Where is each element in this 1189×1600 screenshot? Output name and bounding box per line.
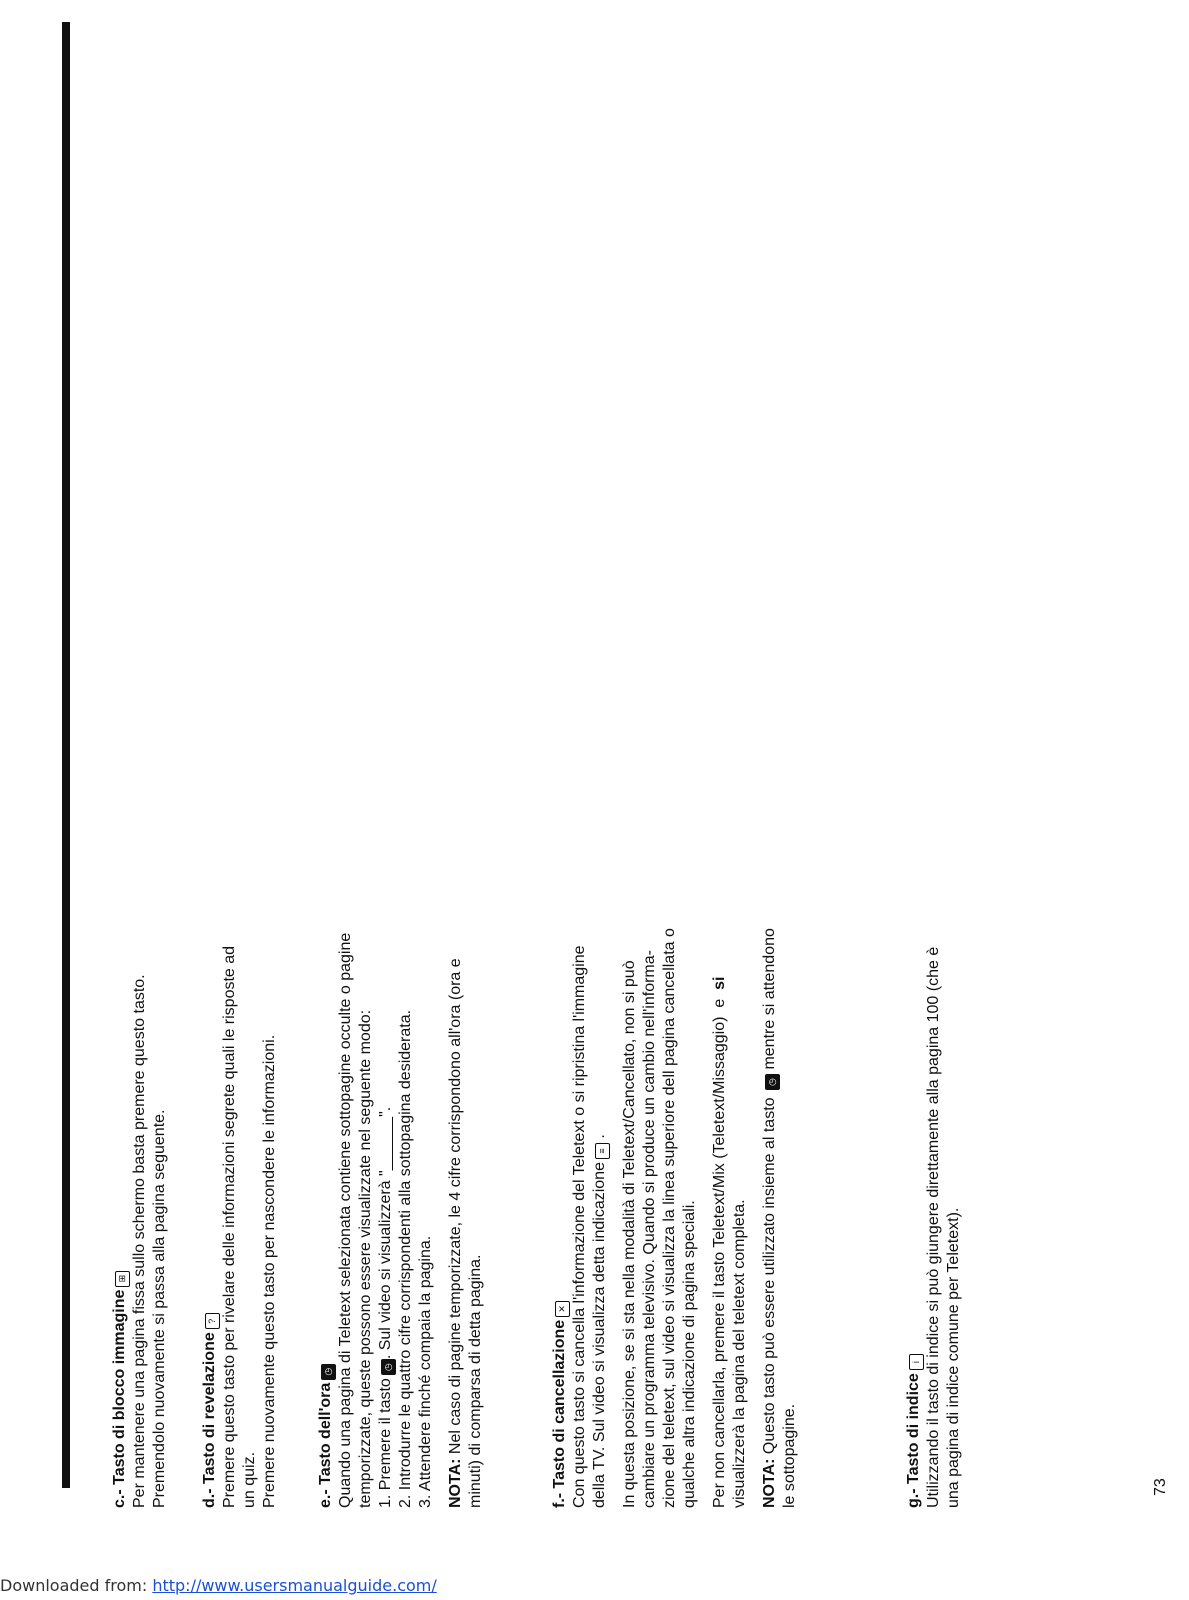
- clock-icon: ◷: [321, 1364, 336, 1380]
- section-e-nota-2: minuti) di comparsa di detta pagina.: [467, 1254, 484, 1508]
- section-c: [110, 68, 170, 1508]
- section-e-line-2: temporizzate, queste possono essere visualizzate nel seguente modo:: [357, 1009, 374, 1508]
- nota-label: NOTA:: [761, 1458, 778, 1508]
- section-f-line-1: Con questo tasto si cancella l'informazione del Teletext o si ripristina l'immagine: [571, 945, 588, 1508]
- section-f-para2-line-4: qualche altra indicazione di pagina speciali.: [681, 1200, 698, 1508]
- section-c-line-1: Per mantenere una pagina fissa sullo schermo basta premere questo tasto.: [131, 974, 148, 1508]
- margin-bar: [62, 22, 70, 1488]
- reveal-icon: ?: [205, 1313, 220, 1329]
- section-e-line-1: Quando una pagina di Teletext selezionata contiene sottopagine occulte o pagine: [337, 932, 354, 1508]
- cancel-icon: ✕: [555, 1301, 570, 1317]
- clock-icon: ◷: [381, 1359, 396, 1375]
- hold-icon: ⊞: [115, 1271, 130, 1287]
- section-c-title: c.- Tasto di blocco immagine: [111, 1289, 128, 1508]
- download-footer: [0, 1576, 437, 1595]
- section-e-title: e.- Tasto dell'ora: [317, 1382, 334, 1508]
- section-e-nota-1: NOTA: Nel caso di pagine temporizzate, le 4 cifre corrispondono all'ora (ora e: [447, 958, 464, 1508]
- section-f-title: f.- Tasto di cancellazione: [551, 1319, 568, 1508]
- section-d-title: d.- Tasto di revelazione: [201, 1332, 218, 1508]
- section-e: [316, 68, 486, 1508]
- mix-icon: ≡: [595, 1143, 610, 1159]
- section-d-line-1: Premere questo tasto per rivelare delle informazioni segrete quali le risposte ad: [221, 945, 238, 1508]
- rotated-page-content: [108, 68, 968, 1508]
- section-f-line-2: della TV. Sul video si visualizza detta indicazione≡ .: [591, 1134, 608, 1508]
- section-f-para3-line-1: Per non cancellarla, premere il tasto Teletext/Mix (Teletext/Missaggio) e si: [711, 976, 728, 1508]
- clock-icon: ◷: [765, 1074, 780, 1090]
- section-f-nota-1: NOTA: Questo tasto può essere utilizzato insieme al tasto ◷ mentre si attendono: [761, 928, 778, 1508]
- section-g: [904, 68, 964, 1508]
- section-g-line-2: una pagina di indice comune per Teletext).: [945, 1207, 962, 1508]
- section-e-step-1-b: . Sul video si visualizzerà "______".: [377, 1106, 394, 1360]
- index-icon: i: [909, 1354, 924, 1370]
- section-d-line-3: Premere nuovamente questo tasto per nascondere le informazioni.: [261, 1034, 278, 1508]
- page-number: 73: [1152, 1478, 1169, 1496]
- section-c-line-2: Premendolo nuovamente si passa alla pagina seguente.: [151, 1109, 168, 1508]
- section-g-title: g.- Tasto di indice: [905, 1373, 922, 1508]
- section-f-nota-2: le sottopagine.: [781, 1403, 798, 1508]
- section-e-step-3: 3. Attendere finché compaia la pagina.: [417, 1235, 434, 1508]
- footer-link[interactable]: http://www.usersmanualguide.com/: [152, 1576, 437, 1595]
- section-f-para3-line-2: visualizzerà la pagina del teletext completa.: [731, 1199, 748, 1508]
- section-f: [550, 68, 800, 1508]
- section-e-step-1-a: 1. Premere il tasto: [377, 1378, 394, 1508]
- section-e-step-2: 2. Introdurre le quattro cifre corrispondenti alla sottopagina desiderata.: [397, 1009, 414, 1508]
- footer-prefix: Downloaded from:: [0, 1576, 153, 1595]
- section-g-line-1: Utilizzando il tasto di indice si può giungere direttamente alla pagina 100 (che è: [925, 946, 942, 1508]
- section-f-para2-line-2: cambiare un programma televisivo. Quando si produce un cambio nell'informa-: [641, 950, 658, 1508]
- section-d: [200, 68, 280, 1508]
- section-d-line-2: un quiz.: [241, 1451, 258, 1508]
- section-e-step-1: [376, 68, 396, 1508]
- section-f-para2-line-1: In questa posizione, se si sta nella modalità di Teletext/Cancellato, non si può: [621, 960, 638, 1508]
- nota-label: NOTA:: [447, 1458, 464, 1508]
- section-f-para2-line-3: zione del teletext, sul video si visualizza la linea superiore dell pagina cancellata o: [661, 928, 678, 1508]
